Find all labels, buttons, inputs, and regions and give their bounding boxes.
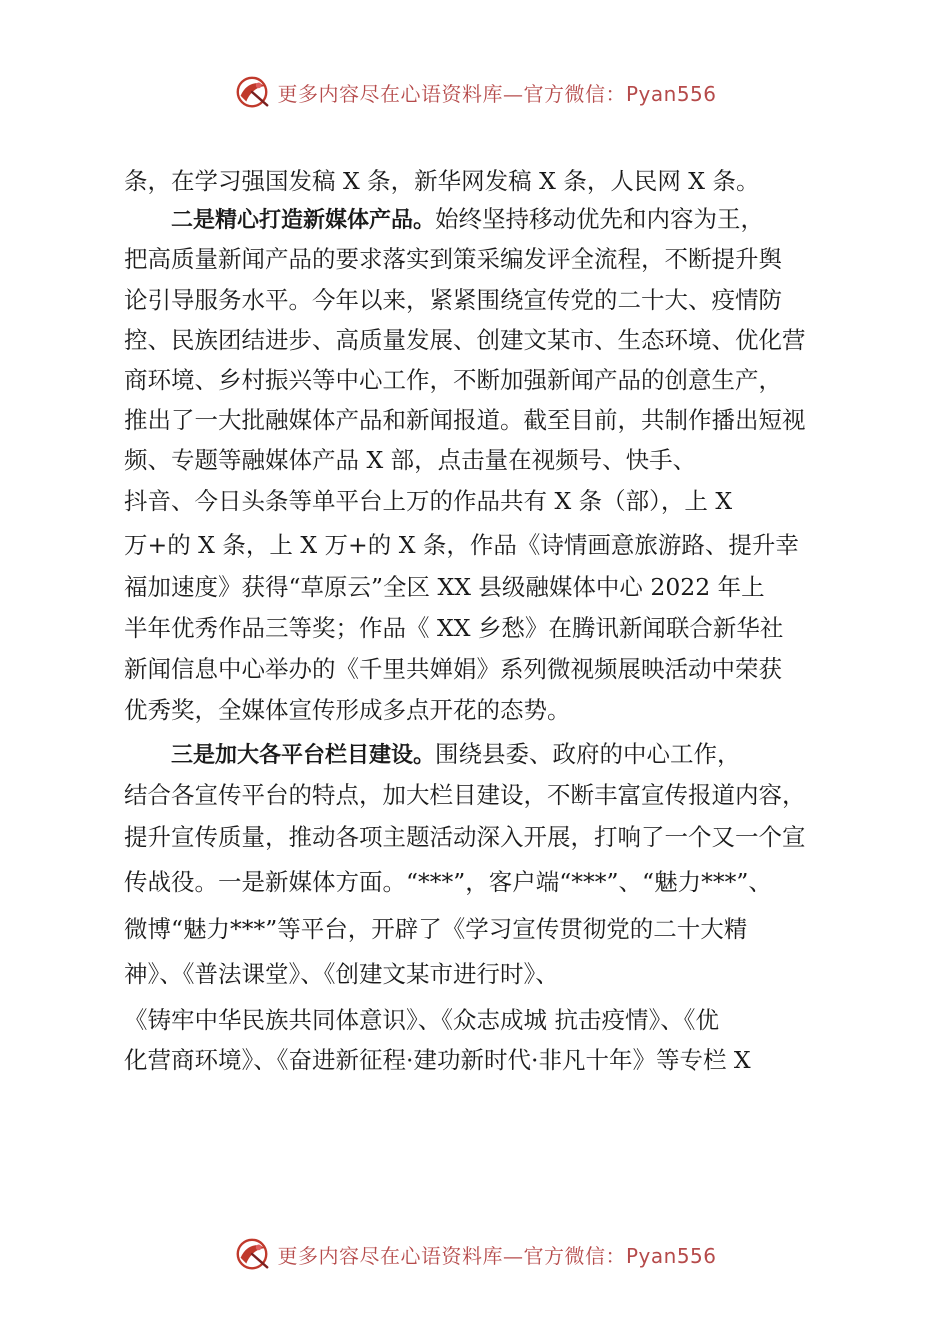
text-line: 神》、《普法课堂》、《创建文某市进行时》、 xyxy=(124,960,559,988)
text-line: 新闻信息中心举办的《千里共婵娟》系列微视频展映活动中荣获 xyxy=(124,655,782,683)
text-line: 结合各宣传平台的特点，加大栏目建设，不断丰富宣传报道内容， xyxy=(124,781,806,809)
watermark-text xyxy=(277,1240,716,1269)
text-line: 推出了一大批融媒体产品和新闻报道。截至目前，共制作播出短视 xyxy=(124,406,806,434)
text-line: 《铸牢中华民族共同体意识》、《众志成城 抗击疫情》、《优 xyxy=(124,1006,719,1034)
text-line: 提升宣传质量，推动各项主题活动深入开展，打响了一个又一个宣 xyxy=(124,823,806,851)
paragraph-lead: 二是精心打造新媒体产品。 xyxy=(171,208,436,233)
text-line: 万+的 X 条，上 X 万+的 X 条，作品《诗情画意旅游路、提升幸 xyxy=(124,531,799,559)
paragraph-heading-line: 三是加大各平台栏目建设。围绕县委、政府的中心工作， xyxy=(171,740,741,768)
watermark-logo-icon xyxy=(233,1235,271,1273)
watermark-wechat-id: Pyan556 xyxy=(625,1243,717,1268)
text-line: 福加速度》获得“草原云”全区 XX 县级融媒体中心 2022 年上 xyxy=(124,573,765,601)
text-line: 频、专题等融媒体产品 X 部，点击量在视频号、快手、 xyxy=(124,446,697,474)
text-line: 条，在学习强国发稿 X 条，新华网发稿 X 条，人民网 X 条。 xyxy=(124,167,760,195)
header-watermark xyxy=(0,70,950,114)
text-line: 传战役。一是新媒体方面。“***”，客户端“***”、“魅力***”、 xyxy=(124,868,772,896)
watermark-text xyxy=(277,78,716,107)
text-line: 化营商环境》、《奋进新征程·建功新时代·非凡十年》等专栏 X xyxy=(124,1046,751,1074)
watermark-wechat-id: Pyan556 xyxy=(625,81,717,106)
text-line: 商环境、乡村振兴等中心工作，不断加强新闻产品的创意生产， xyxy=(124,366,782,394)
text-line: 半年优秀作品三等奖；作品《 XX 乡愁》在腾讯新闻联合新华社 xyxy=(124,614,784,642)
text-line: 把高质量新闻产品的要求落实到策采编发评全流程，不断提升舆 xyxy=(124,245,782,273)
footer-watermark xyxy=(0,1232,950,1276)
text-line: 微博“魅力***”等平台，开辟了《学习宣传贯彻党的二十大精 xyxy=(124,915,748,943)
paragraph-lead: 三是加大各平台栏目建设。 xyxy=(171,743,436,768)
watermark-logo-icon xyxy=(233,73,271,111)
watermark-prefix: 更多内容尽在心语资料库—官方微信： xyxy=(277,81,626,106)
text-line: 抖音、今日头条等单平台上万的作品共有 X 条（部），上 X xyxy=(124,487,733,515)
text-line: 论引导服务水平。今年以来，紧紧围绕宣传党的二十大、疫情防 xyxy=(124,286,782,314)
paragraph-heading-line: 二是精心打造新媒体产品。始终坚持移动优先和内容为王， xyxy=(171,205,765,233)
text-line: 控、民族团结进步、高质量发展、创建文某市、生态环境、优化营 xyxy=(124,326,806,354)
text-line: 优秀奖，全媒体宣传形成多点开花的态势。 xyxy=(124,696,571,724)
watermark-prefix: 更多内容尽在心语资料库—官方微信： xyxy=(277,1243,626,1268)
